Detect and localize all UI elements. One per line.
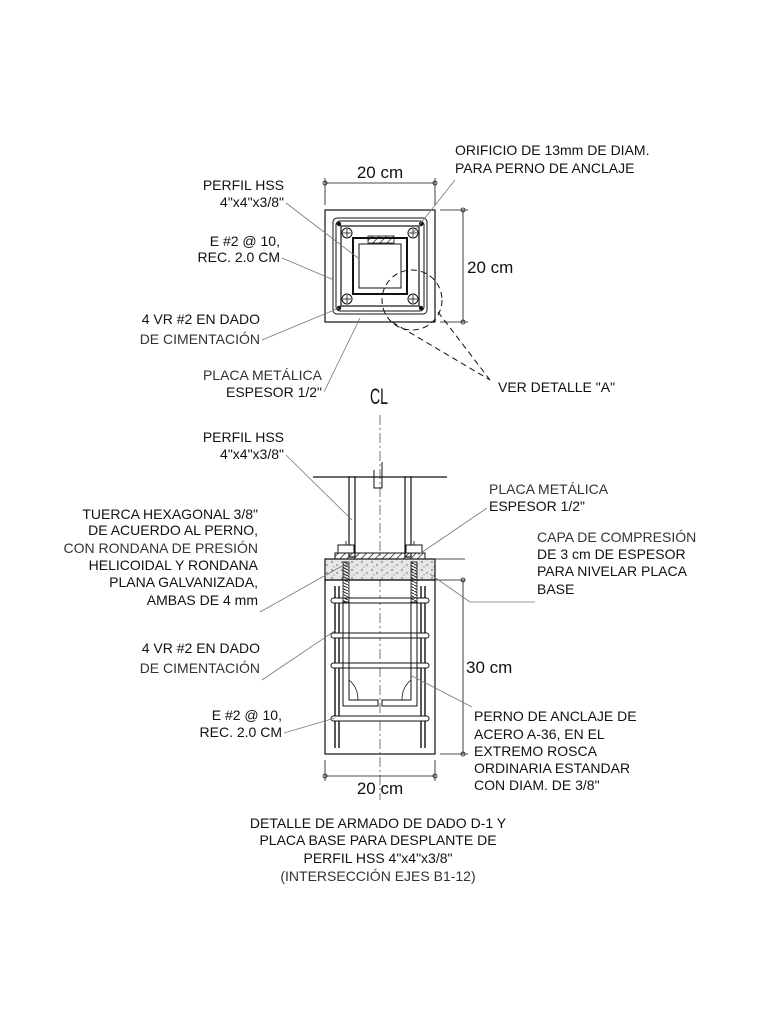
plan-height-label: 20 cm <box>467 258 514 277</box>
caption-line4: (INTERSECCIÓN EJES B1-12) <box>280 868 476 884</box>
nut-label-line6: AMBAS DE 4 mm <box>146 592 258 608</box>
detail-a-callout-circle <box>382 270 442 330</box>
nut-label-line3: CON RONDANA DE PRESIÓN <box>63 540 258 556</box>
plan-stirrup-label-line2: REC. 2.0 CM <box>197 249 280 265</box>
nut-label-line4: HELICOIDAL Y RONDANA <box>88 557 258 573</box>
section-hss-label-line1: PERFIL HSS <box>202 429 284 445</box>
bolt-label-line5: CON DIAM. DE 3/8" <box>474 777 600 793</box>
centerline-symbol <box>370 384 388 409</box>
section-width-label: 20 cm <box>356 779 404 798</box>
plan-plate-label-line1: PLACA METÁLICA <box>202 367 322 383</box>
bolt-label-line2: ACERO A-36, EN EL <box>474 726 605 742</box>
grout-label-line4: BASE <box>537 581 575 597</box>
section-view <box>64 384 697 800</box>
plan-width-label: 20 cm <box>356 163 404 182</box>
grout-label-line2: DE 3 cm DE ESPESOR <box>537 546 686 562</box>
section-height-label: 30 cm <box>466 658 513 677</box>
plan-view <box>140 142 650 400</box>
section-plate-label-line2: ESPESOR 1/2" <box>489 498 586 514</box>
section-hss-label-line2: 4"x4"x3/8" <box>220 446 284 462</box>
caption-line1: DETALLE DE ARMADO DE DADO D-1 Y <box>249 815 507 831</box>
detail-a-reference: VER DETALLE "A" <box>498 379 616 395</box>
caption <box>250 815 507 884</box>
plan-stirrup-label-line1: E #2 @ 10, <box>209 233 280 249</box>
bolt-label-line1: PERNO DE ANCLAJE DE <box>474 708 637 724</box>
weld-hatch-plan <box>368 236 394 243</box>
caption-line2: PLACA BASE PARA DESPLANTE DE <box>259 832 497 848</box>
bolt-label-line3: EXTREMO ROSCA <box>474 743 597 759</box>
plan-height-dimension <box>440 208 513 324</box>
hole-label-line2: PARA PERNO DE ANCLAJE <box>455 160 635 176</box>
bolt-label-line4: ORDINARIA ESTANDAR <box>474 760 631 776</box>
plan-width-dimension <box>323 163 437 205</box>
hole-label-line1: ORIFICIO DE 13mm DE DIAM. <box>455 142 650 158</box>
caption-line3: PERFIL HSS 4"x4"x3/8" <box>303 850 453 866</box>
nut-label-line2: DE ACUERDO AL PERNO, <box>88 522 258 538</box>
plan-hss-label-line2: 4"x4"x3/8" <box>220 194 284 210</box>
centerline-text: CL <box>370 384 388 409</box>
section-plate-label-line1: PLACA METÁLICA <box>489 481 609 497</box>
plan-plate-label-line2: ESPESOR 1/2" <box>225 384 322 400</box>
grout-layer <box>325 559 435 580</box>
section-rebar-label-line2: DE CIMENTACIÓN <box>139 660 260 676</box>
grout-label-line1: CAPA DE COMPRESIÓN <box>537 529 697 545</box>
section-stirrup-label-line2: REC. 2.0 CM <box>199 724 282 740</box>
hss-plan <box>353 238 407 294</box>
base-plate-section <box>335 553 425 559</box>
rebar-dots-plan <box>337 222 423 310</box>
section-stirrup-label-line1: E #2 @ 10, <box>211 707 282 723</box>
nut-label-line1: TUERCA HEXAGONAL 3/8" <box>82 506 258 522</box>
plan-rebar-label-line1: 4 VR #2 EN DADO <box>141 311 260 327</box>
nut-label-line5: PLANA GALVANIZADA, <box>109 574 258 590</box>
section-rebar-label-line1: 4 VR #2 EN DADO <box>141 640 260 656</box>
plan-rebar-label-line2: DE CIMENTACIÓN <box>139 331 260 347</box>
grout-label-line3: PARA NIVELAR PLACA <box>537 563 687 579</box>
plan-hss-label-line1: PERFIL HSS <box>202 177 284 193</box>
